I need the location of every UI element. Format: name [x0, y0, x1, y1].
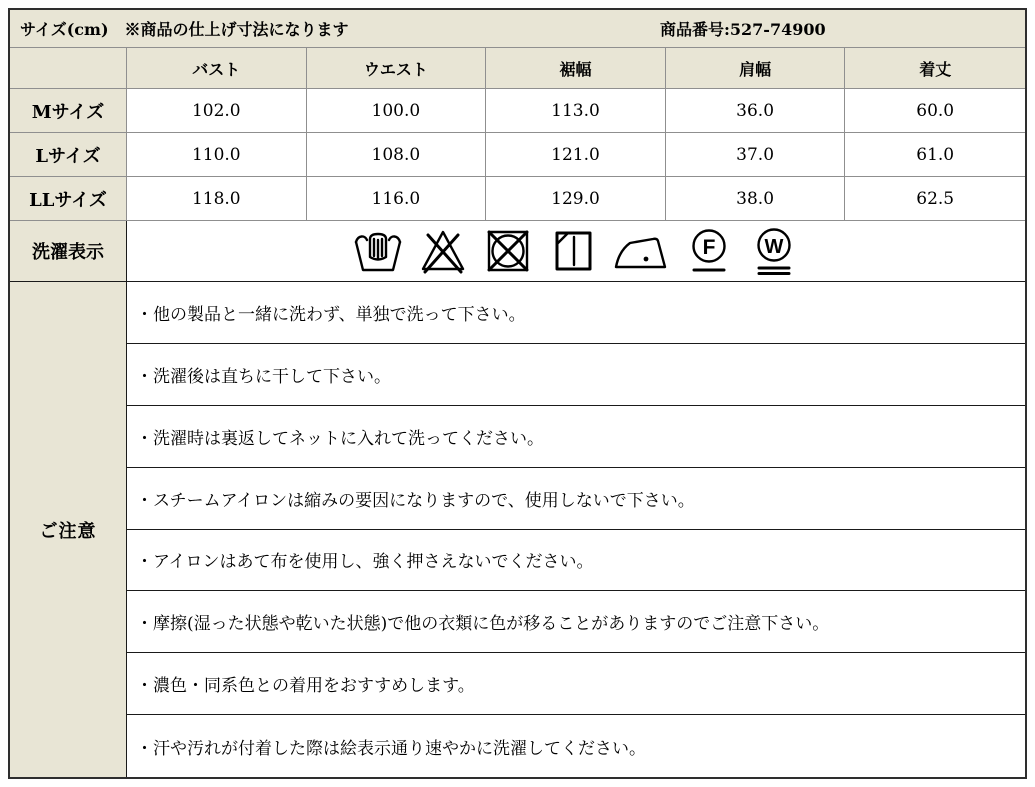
- caution-note: ・洗濯後は直ちに干して下さい。: [127, 344, 1025, 406]
- svg-text:F: F: [702, 236, 716, 259]
- value-m-shoulder: 36.0: [666, 89, 846, 133]
- value-ll-bust: 118.0: [127, 177, 307, 221]
- iron-low-temperature-icon: [613, 226, 669, 276]
- caution-note-list: [127, 282, 1025, 777]
- svg-text:W: W: [764, 236, 784, 258]
- caution-note: ・アイロンはあて布を使用し、強く押さえないでください。: [127, 530, 1025, 592]
- column-header-waist: ウエスト: [307, 48, 487, 89]
- row-label-ll: LLサイズ: [10, 177, 127, 221]
- value-ll-waist: 116.0: [307, 177, 487, 221]
- value-ll-hem: 129.0: [486, 177, 666, 221]
- value-l-length: 61.0: [845, 133, 1025, 177]
- do-not-tumble-dry-icon: [483, 226, 533, 276]
- corner-cell: [10, 48, 127, 89]
- line-dry-in-shade-icon: [548, 226, 598, 276]
- value-l-bust: 110.0: [127, 133, 307, 177]
- size-title: サイズ(cm) ※商品の仕上げ寸法になります: [20, 20, 349, 39]
- product-number: 商品番号:527-74900: [660, 20, 826, 39]
- row-label-l: Lサイズ: [10, 133, 127, 177]
- laundry-care-label: 洗濯表示: [10, 221, 127, 281]
- do-not-bleach-icon: [418, 226, 468, 276]
- caution-note: ・洗濯時は裏返してネットに入れて洗ってください。: [127, 406, 1025, 468]
- caution-note: ・汗や汚れが付着した際は絵表示通り速やかに洗濯してください。: [127, 715, 1025, 777]
- hand-wash-icon: [353, 226, 403, 276]
- caution-note: ・スチームアイロンは縮みの要因になりますので、使用しないで下さい。: [127, 468, 1025, 530]
- value-m-hem: 113.0: [486, 89, 666, 133]
- caution-note: ・摩擦(湿った状態や乾いた状態)で他の衣類に色が移ることがありますのでご注意下さい。: [127, 591, 1025, 653]
- value-m-length: 60.0: [845, 89, 1025, 133]
- row-label-m: Mサイズ: [10, 89, 127, 133]
- value-l-hem: 121.0: [486, 133, 666, 177]
- value-ll-length: 62.5: [845, 177, 1025, 221]
- column-header-shoulder: 肩幅: [666, 48, 846, 89]
- wet-clean-very-gentle-icon: [749, 226, 799, 276]
- value-ll-shoulder: 38.0: [666, 177, 846, 221]
- caution-note: ・濃色・同系色との着用をおすすめします。: [127, 653, 1025, 715]
- value-l-waist: 108.0: [307, 133, 487, 177]
- caution-note: ・他の製品と一緒に洗わず、単独で洗って下さい。: [127, 282, 1025, 344]
- laundry-care-row: [10, 221, 1025, 282]
- size-table: [10, 48, 1025, 221]
- dry-clean-petroleum-gentle-icon: [684, 226, 734, 276]
- value-m-bust: 102.0: [127, 89, 307, 133]
- caution-section: [10, 282, 1025, 777]
- caution-label: ご注意: [10, 282, 127, 777]
- column-header-bust: バスト: [127, 48, 307, 89]
- column-header-hem: 裾幅: [486, 48, 666, 89]
- laundry-symbols: [127, 221, 1025, 281]
- value-l-shoulder: 37.0: [666, 133, 846, 177]
- value-m-waist: 100.0: [307, 89, 487, 133]
- sheet-header: [10, 10, 1025, 48]
- column-header-length: 着丈: [845, 48, 1025, 89]
- size-spec-sheet: [8, 8, 1027, 779]
